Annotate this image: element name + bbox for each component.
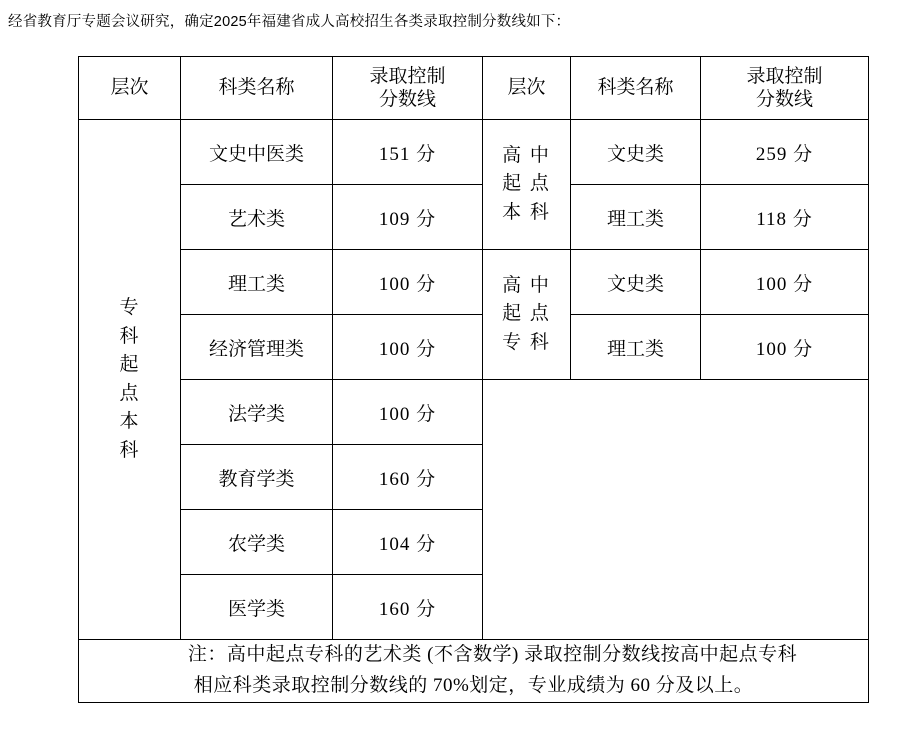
left-category-5: 教育学类 <box>181 445 333 510</box>
left-category-4: 法学类 <box>181 380 333 445</box>
right-category-0-0: 文史类 <box>571 120 701 185</box>
left-score-6: 104 分 <box>333 510 483 575</box>
table-note-row <box>79 640 869 703</box>
left-score-5: 160 分 <box>333 445 483 510</box>
table-row <box>79 380 869 445</box>
header-left-score <box>333 57 483 120</box>
left-score-0: 151 分 <box>333 120 483 185</box>
right-score-1-1: 100 分 <box>701 315 869 380</box>
header-right-level: 层次 <box>483 57 571 120</box>
left-score-2: 100 分 <box>333 250 483 315</box>
header-right-score <box>701 57 869 120</box>
left-score-3: 100 分 <box>333 315 483 380</box>
header-right-score-line1: 录取控制 <box>746 65 823 87</box>
right-level-label-1: 高 中 起 点 专 科 <box>483 250 571 380</box>
table-row <box>79 250 869 315</box>
header-right-category: 科类名称 <box>571 57 701 120</box>
table-note <box>79 640 869 703</box>
left-category-1: 艺术类 <box>181 185 333 250</box>
left-category-0: 文史中医类 <box>181 120 333 185</box>
left-category-7: 医学类 <box>181 575 333 640</box>
right-category-1-1: 理工类 <box>571 315 701 380</box>
note-line-1: 注：高中起点专科的艺术类 (不含数学) 录取控制分数线按高中起点专科 <box>187 644 798 665</box>
header-left-category: 科类名称 <box>181 57 333 120</box>
right-score-0-1: 118 分 <box>701 185 869 250</box>
right-level-label-0: 高 中 起 点 本 科 <box>483 120 571 250</box>
left-category-6: 农学类 <box>181 510 333 575</box>
table-row <box>79 120 869 185</box>
left-score-1: 109 分 <box>333 185 483 250</box>
note-line-2: 相应科类录取控制分数线的 70%划定，专业成绩为 60 分及以上。 <box>193 674 754 696</box>
header-left-level: 层次 <box>79 57 181 120</box>
empty-region <box>483 380 869 640</box>
table-header-row <box>79 57 869 120</box>
left-score-4: 100 分 <box>333 380 483 445</box>
left-score-7: 160 分 <box>333 575 483 640</box>
header-right-score-line2: 分数线 <box>755 89 813 110</box>
header-left-score-line2: 分数线 <box>378 89 436 110</box>
right-score-1-0: 100 分 <box>701 250 869 315</box>
table-row <box>79 185 869 250</box>
right-category-0-1: 理工类 <box>571 185 701 250</box>
admission-score-table <box>78 56 869 703</box>
score-table-container <box>78 56 868 703</box>
left-category-2: 理工类 <box>181 250 333 315</box>
header-left-score-line1: 录取控制 <box>369 65 446 87</box>
left-category-3: 经济管理类 <box>181 315 333 380</box>
intro-paragraph: 经省教育厅专题会议研究，确定2025年福建省成人高校招生各类录取控制分数线如下： <box>8 14 571 30</box>
right-score-0-0: 259 分 <box>701 120 869 185</box>
table-row <box>79 315 869 380</box>
left-level-label: 专科起点本科 <box>79 120 181 640</box>
right-category-1-0: 文史类 <box>571 250 701 315</box>
